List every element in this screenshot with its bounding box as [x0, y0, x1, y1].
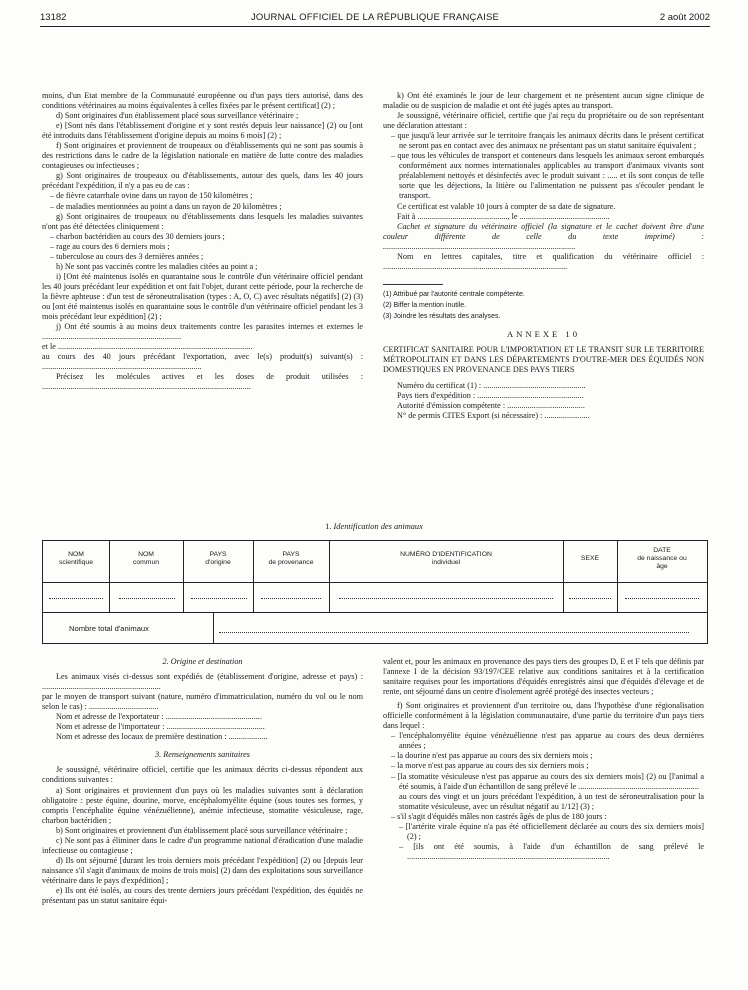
list-item: – [ils ont été soumis, à l'aide d'un échantillon de sang prélevé le ................................................................................................... [399, 841, 704, 861]
paragraph: g) Sont originaires de troupeaux ou d'établissements, autour des quels, dans les 40 jours précédant l'expédition, il n'y a pas eu de cas : [42, 171, 363, 191]
right-column-top [383, 91, 704, 421]
signature-place-line: Fait à ............................................, le ............................................ [397, 211, 610, 221]
total-row [43, 612, 707, 643]
footnote: (1) Attribué par l'autorité centrale compétente. [383, 290, 525, 298]
column-header: NUMÉRO D'IDENTIFICATION individuel [400, 551, 492, 566]
annex-title: ANNEXE 10 [506, 328, 581, 339]
list-item: – charbon bactéridien au cours des 30 derniers jours ; [50, 231, 225, 241]
paragraph: Je soussigné, vétérinaire officiel, certifie que les animaux décrits ci-dessus répondent aux conditions suivantes : [42, 765, 363, 785]
page-number: 13182 [40, 12, 67, 23]
certificate-field: N° de permis CITES Export (si nécessaire) : ...................... [397, 411, 590, 421]
paragraph: par le moyen de transport suivant (nature, numéro d'immatriculation, numéro du vol ou le nom selon le cas) : .................................. [42, 692, 363, 712]
list-item: – de maladies mentionnées au point a dans un rayon de 20 kilomètres ; [50, 201, 282, 211]
footnotes [383, 290, 704, 322]
paragraph: Nom et adresse de l'exportateur : ............................................... [56, 712, 262, 722]
paragraph: Je soussigné, vétérinaire officiel, certifie que j'ai reçu du propriétaire ou de son représentant une déclaration attestant : [383, 111, 704, 131]
paragraph: Nom et adresse de l'importateur : ................................................ [56, 722, 265, 732]
list-item: – la morve n'est pas apparue au cours des six derniers mois ; [391, 761, 589, 771]
paragraph: Nom et adresse des locaux de première destination : ................... [56, 732, 268, 742]
right-column-bottom [383, 657, 704, 862]
paragraph: d) Sont originaires d'un établissement placé sous surveillance vétérinaire ; [56, 111, 299, 121]
section-2-heading: 2. Origine et destination [162, 657, 243, 666]
list-item: – tuberculose au cours des 3 dernières années ; [50, 251, 204, 261]
list-item: – s'il s'agit d'équidés mâles non castrés âgés de plus de 180 jours : [391, 811, 607, 821]
certificate-field: Pays tiers d'expédition : .................................................... [397, 391, 584, 401]
page-header [40, 10, 710, 28]
paragraph: f) Sont originaires et proviennent d'un territoire ou, dans l'hypothèse d'une régionalisation officielle conformément à la législation communautaire, d'une partie du territoire d'un pays tiers dans lequel : [383, 701, 704, 731]
list-item: – que tous les véhicules de transport et conteneurs dans lesquels les animaux seront embarqués conformément aux normes internationales applicables au transport d'animaux vivants sont préalablement nettoyés et désinfectés avec le produit suivant : ..... et ils sont conçus de telle sorte que les déjections, la litière ou l'alimentation ne puissent pas s'écouler pendant le transport. [391, 151, 704, 201]
section-3-heading: 3. Renseignements sanitaires [155, 750, 250, 760]
section-number: 1. [325, 522, 332, 531]
list-item: – la dourine n'est pas apparue au cours des six derniers mois ; [391, 751, 593, 761]
paragraph: Ce certificat est valable 10 jours à compter de sa date de signature. [397, 201, 616, 211]
certificate-title: CERTIFICAT SANITAIRE POUR L'IMPORTATION ET LE TRANSIT SUR LE TERRITOIRE MÉTROPOLITAIN ET DANS LES DÉPARTEMENTS D'OUTRE-MER DES ÉQUIDÉS NON DOMESTIQUES EN PROVENANCE DES PAYS TIERS [383, 345, 704, 375]
header-rule [40, 26, 710, 27]
list-item: – [la stomatite vésiculeuse n'est pas apparue au cours des six derniers mois] (2) ou [l'animal a été soumis, à l'aide d'un échantillon de sang prélevé le ........................................................... [391, 771, 704, 791]
journal-title: JOURNAL OFFICIEL DE LA RÉPUBLIQUE FRANÇAISE [250, 12, 500, 23]
list-item-continuation: au cours des vingt et un jours précédant l'expédition, à un test de séroneutralisation pour la stomatite vésiculeuse, avec un résultat négatif au 1/12] (3) ; [399, 791, 704, 811]
paragraph: b) Sont originaires et proviennent d'un établissement placé sous surveillance vétérinaire ; [56, 825, 348, 835]
list-item: – rage au cours des 6 derniers mois ; [50, 241, 170, 251]
paragraph: c) Ne sont pas à éliminer dans le cadre d'un programme national d'éradication d'une maladie infectieuse ou contagieuse ; [42, 835, 363, 855]
paragraph: Les animaux visés ci-dessus sont expédiés de (établissement d'origine, adresse et pays) : .......................................................... [42, 672, 363, 692]
paragraph: i) [Ont été maintenus isolés en quarantaine sous le contrôle d'un vétérinaire officiel pendant les 40 jours précédant leur expédition et ont fait l'objet, durant cette période, pour la recherche de la fièvre aphteuse : d'un test de séroneutralisation (types : A, O, C) avec résultats négatifs] (2) (3) ou [ont été maintenus isolés en quarantaine sous le contrôle d'un vétérinaire officiel pendant les 3 mois précédant leur expédition] (2) ; [42, 271, 363, 322]
column-header: PAYS de provenance [268, 551, 314, 566]
certificate-field: Numéro du certificat (1) : .................................................. [397, 381, 586, 391]
certificate-field: Autorité d'émission compétente : ...................................... [397, 401, 585, 411]
table-header-row [43, 541, 707, 583]
paragraph: au cours des 40 jours précédant l'exportation, avec le(s) produit(s) suivant(s) : .............................................................................. [42, 352, 363, 372]
paragraph: moins, d'un Etat membre de la Communauté européenne ou d'un pays tiers autorisé, dans des conditions vétérinaires au moins équivalentes à celles fixées par le présent certificat] (2) ; [42, 91, 363, 111]
column-header: NOM scientifique [58, 551, 93, 566]
paragraph: h) Ne sont pas vaccinés contre les maladies citées au point a ; [56, 261, 258, 271]
animal-identification-table [42, 540, 708, 644]
veterinarian-name-line: Nom en lettres capitales, titre et qualification du vétérinaire officiel : .......................................................................................... [383, 251, 704, 271]
total-animals-label: Nombre total d'animaux [69, 624, 149, 633]
publication-date: 2 août 2002 [659, 12, 710, 23]
column-header: NOM commun [132, 551, 160, 566]
paragraph: j) Ont été soumis à au moins deux traitements contre les parasites internes et externes le .................................................................... [42, 322, 363, 342]
list-item: – de fièvre catarrhale ovine dans un rayon de 150 kilomètres ; [50, 191, 253, 201]
paragraph: g) Sont originaires de troupeaux ou d'établissements dans lesquels les maladies suivantes n'ont pas été détectées cliniquement : [42, 211, 363, 231]
paragraph: e) Ils ont été isolés, au cours des trente derniers jours précédant l'expédition, des équidés ne présentant pas un statut sanitaire équi- [42, 885, 363, 906]
column-header: DATE de naissance ou âge [637, 547, 687, 570]
list-item: – que jusqu'à leur arrivée sur le territoire français les animaux décrits dans le présent certificat ne seront pas en contact avec des animaux ne présentant pas un statut sanitaire équivalent ; [391, 131, 704, 151]
footnote-rule [383, 284, 443, 285]
table-row [43, 582, 707, 613]
paragraph: d) Ils ont séjourné [durant les trois derniers mois précédant l'expédition] (2) ou [depuis leur naissance s'il s'agit d'animaux de moins de trois mois] (2) dans des exploitations sous surveillance vétérinaire dans le pays d'expédition] ; [42, 855, 363, 885]
section-1-heading [0, 522, 748, 531]
paragraph: Précisez les molécules actives et les doses de produit utilisées : ...................................................................................................... [42, 372, 363, 392]
paragraph: k) Ont été examinés le jour de leur chargement et ne présentent aucun signe clinique de maladie ou de suspicion de maladie et ont été jugés aptes au transport. [383, 91, 704, 111]
signature-instruction: Cachet et signature du vétérinaire officiel (la signature et le cachet doivent être d'une couleur différente de celle du texte imprimé) : .............................................................................................. [383, 221, 704, 251]
paragraph: f) Sont originaires et proviennent de troupeaux ou d'établissements qui ne sont pas soumis à des restrictions dans le cadre de la législation nationale en matière de lutte contre des maladies contagieuses ou infectieuses ; [42, 141, 363, 171]
footnote: (2) Biffer la mention inutile. [383, 301, 467, 309]
footnote: (3) Joindre les résultats des analyses. [383, 312, 501, 320]
paragraph: e) [Sont nés dans l'établissement d'origine et y sont restés depuis leur naissance] (2) ou [ont été introduits dans l'établissement d'origine depuis au moins 6 mois] (2) ; [42, 121, 363, 141]
paragraph: valent et, pour les animaux en provenance des pays tiers des groupes D, E et F tels que définis par l'annexe I de la décision 93/197/CEE relative aux conditions sanitaires et à la certification sanitaire requises pour les importations d'équidés enregistrés ainsi que d'équidés d'élevage et de rente, ont séjourné dans un centre d'isolement agréé protégé des insectes vecteurs ; [383, 657, 704, 697]
left-column-top [42, 91, 363, 392]
paragraph: et le ............................................................................................... [42, 342, 253, 352]
column-header: SEXE [580, 555, 600, 562]
list-item: – l'encéphalomyélite équine vénézuélienne n'est pas apparue au cours des deux dernières années ; [391, 731, 704, 751]
left-column-bottom [42, 657, 363, 906]
list-item: – [l'artérite virale équine n'a pas été officiellement déclarée au cours des six derniers mois] (2) ; [399, 821, 704, 841]
paragraph: a) Sont originaires et proviennent d'un pays où les maladies suivantes sont à déclaration obligatoire : peste équine, dourine, morve, encéphalomyélite équine (sous toutes ses formes, y compris l'encéphalite équine vénézuélienne), anémie infectieuse, stomatite vésiculeuse, rage, charbon bactéridien ; [42, 785, 363, 825]
section-title: Identification des animaux [333, 522, 423, 531]
column-header: PAYS d'origine [205, 551, 231, 566]
